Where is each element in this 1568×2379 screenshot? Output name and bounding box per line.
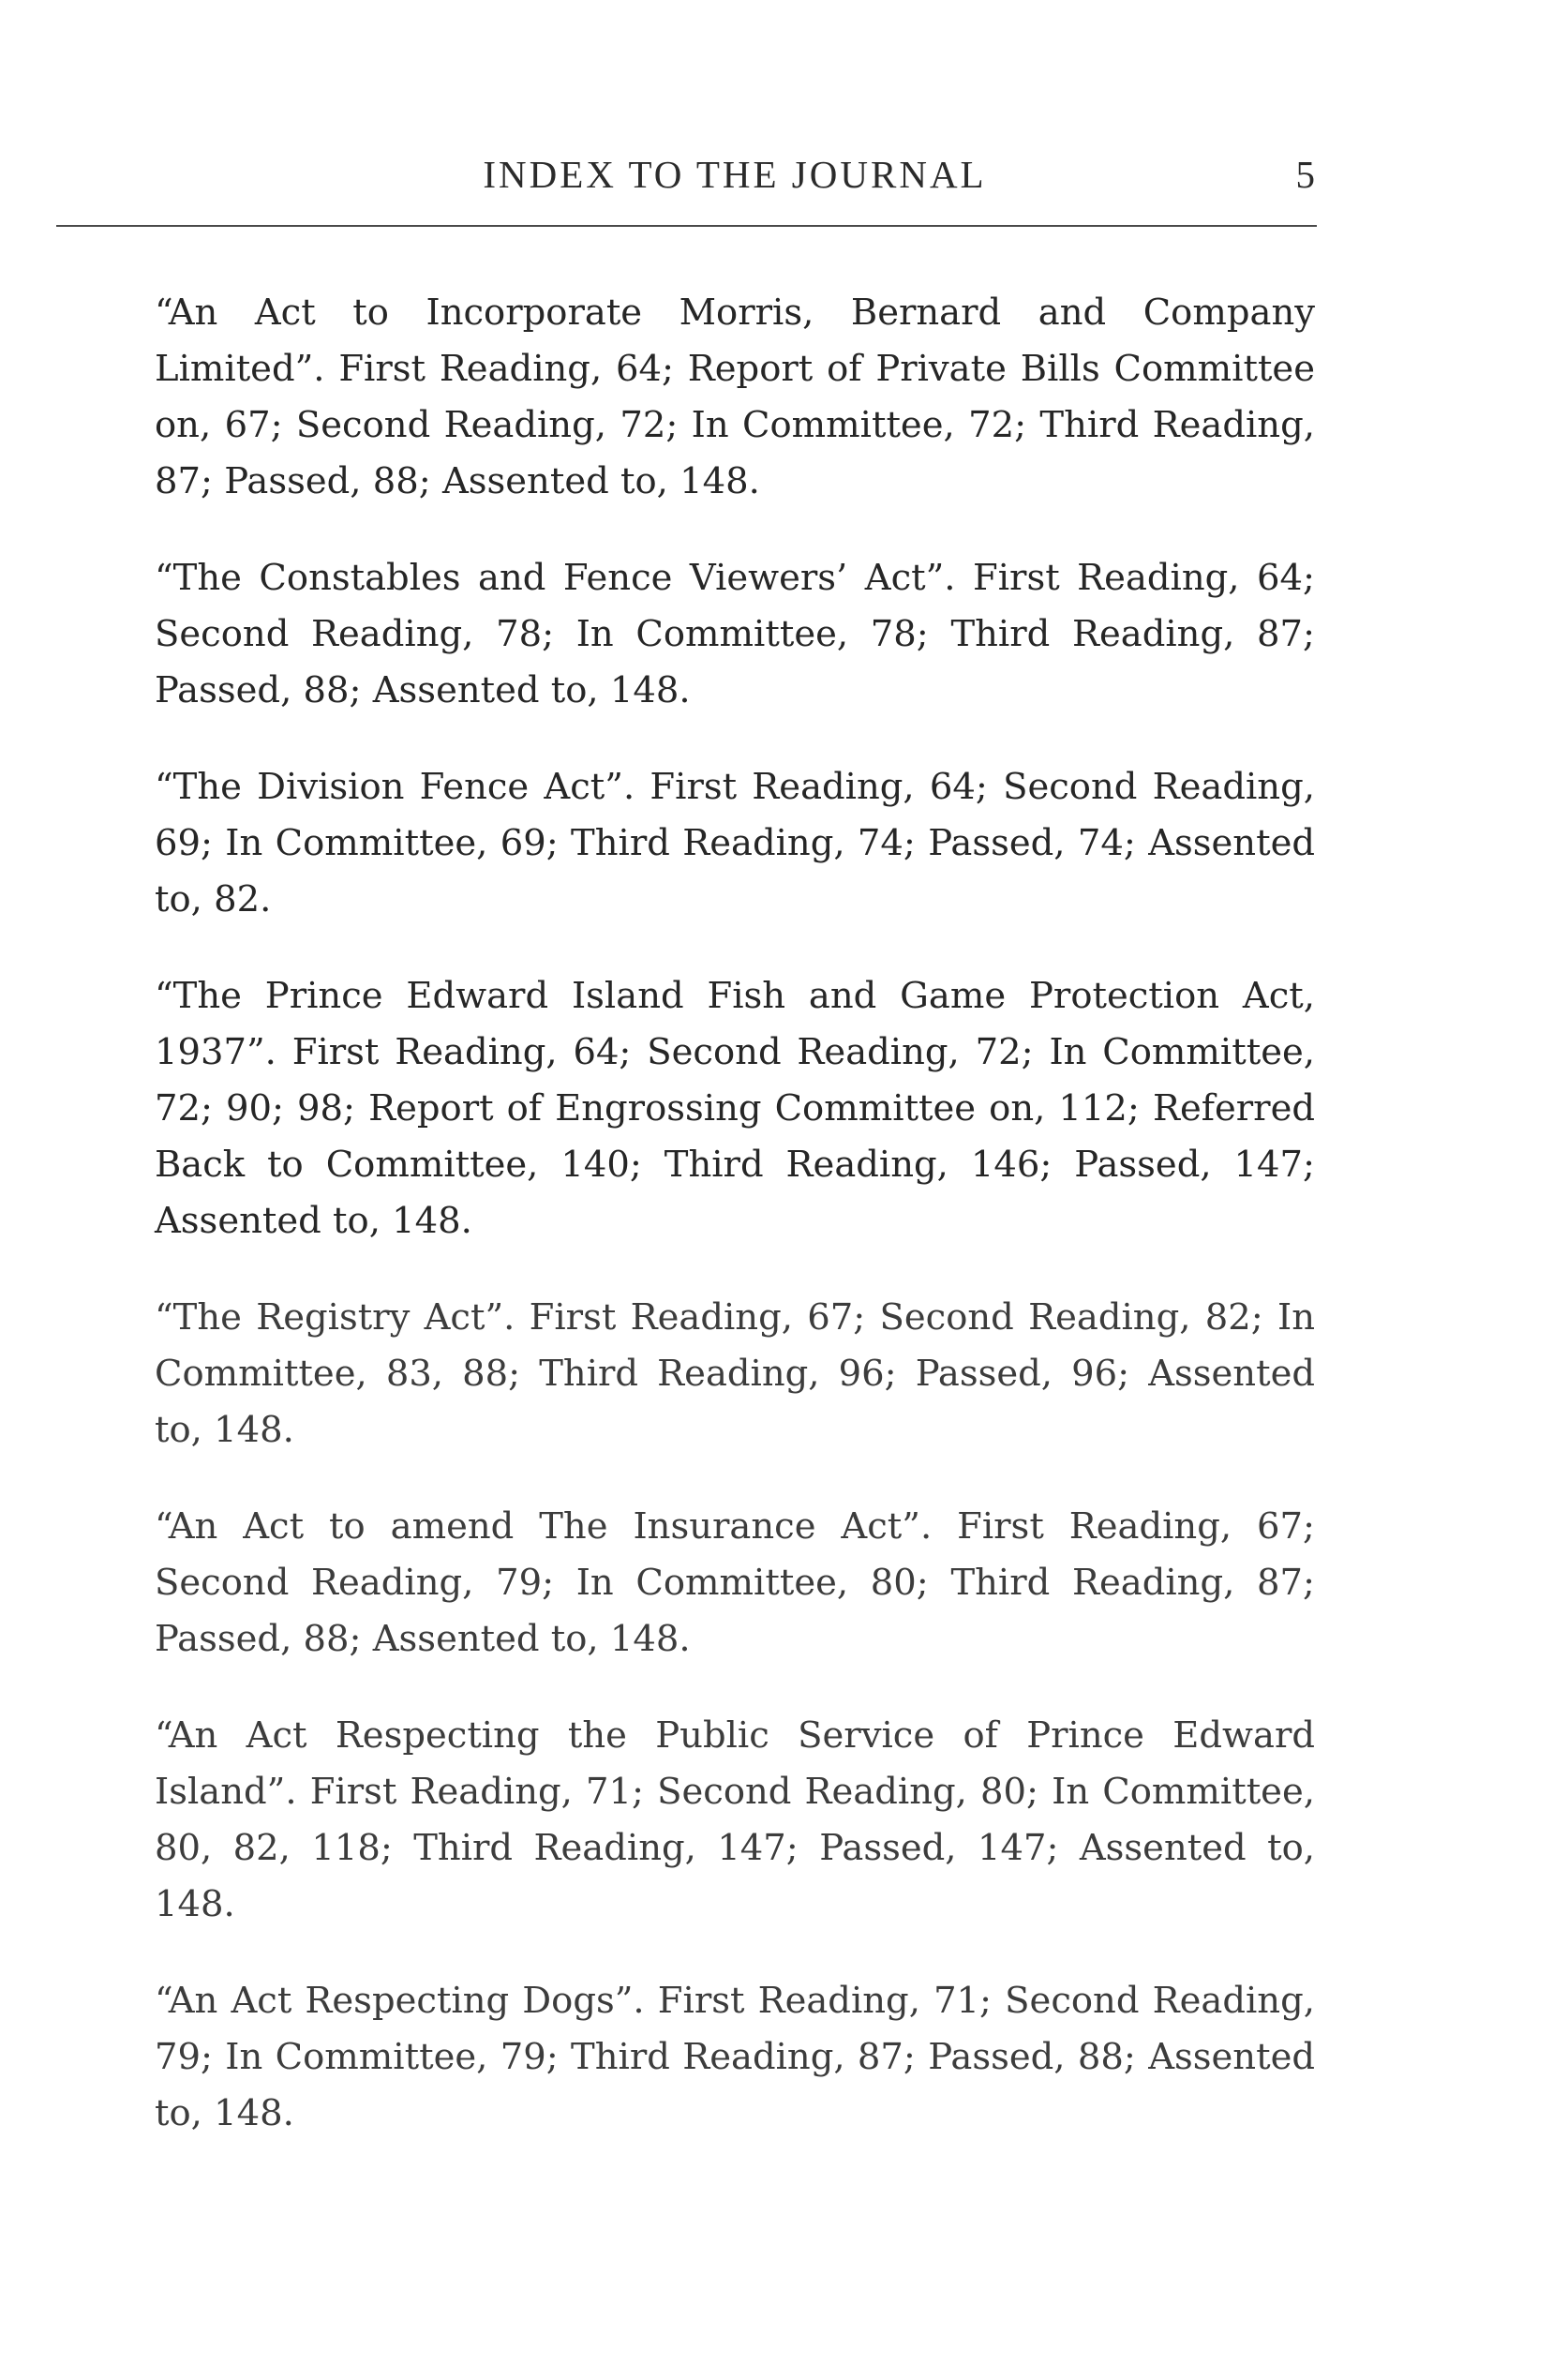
index-entry: “The Prince Edward Island Fish and Game Protection Act, 1937”. First Reading, 64; Second Reading, 72; In Committee, 72; 90; 98; Report of Engrossing Committee on, 112; Referred Back to Committee, 140; Third Reading, 146; Passed, 147; Assented to, 148. bbox=[155, 975, 1315, 1242]
index-entry: “An Act Respecting Dogs”. First Reading, 71; Second Reading, 79; In Committee, 79; Third Reading, 87; Passed, 88; Assented to, 148. bbox=[155, 1980, 1315, 2134]
running-head bbox=[155, 152, 1315, 208]
index-entry: “An Act to amend The Insurance Act”. First Reading, 67; Second Reading, 79; In Committee, 80; Third Reading, 87; Passed, 88; Assented to, 148. bbox=[155, 1505, 1315, 1660]
index-entry: “The Constables and Fence Viewers’ Act”. First Reading, 64; Second Reading, 78; In Committee, 78; Third Reading, 87; Passed, 88; Assented to, 148. bbox=[155, 557, 1315, 711]
index-entries bbox=[155, 285, 1315, 2182]
index-entry: “An Act to Incorporate Morris, Bernard and Company Limited”. First Reading, 64; Report of Private Bills Committee on, 67; Second Reading, 72; In Committee, 72; Third Reading, 87; Passed, 88; Assented to, 148. bbox=[155, 292, 1315, 502]
running-title: INDEX TO THE JOURNAL bbox=[483, 153, 987, 196]
header-rule bbox=[56, 225, 1317, 227]
page-number: 5 bbox=[1295, 153, 1315, 196]
index-entry: “An Act Respecting the Public Service of Prince Edward Island”. First Reading, 71; Second Reading, 80; In Committee, 80, 82, 118; Third Reading, 147; Passed, 147; Assented to, 148. bbox=[155, 1714, 1315, 1925]
index-entry: “The Registry Act”. First Reading, 67; Second Reading, 82; In Committee, 83, 88; Third Reading, 96; Passed, 96; Assented to, 148. bbox=[155, 1296, 1315, 1451]
index-entry: “The Division Fence Act”. First Reading, 64; Second Reading, 69; In Committee, 69; Third Reading, 74; Passed, 74; Assented to, 82. bbox=[155, 766, 1315, 920]
